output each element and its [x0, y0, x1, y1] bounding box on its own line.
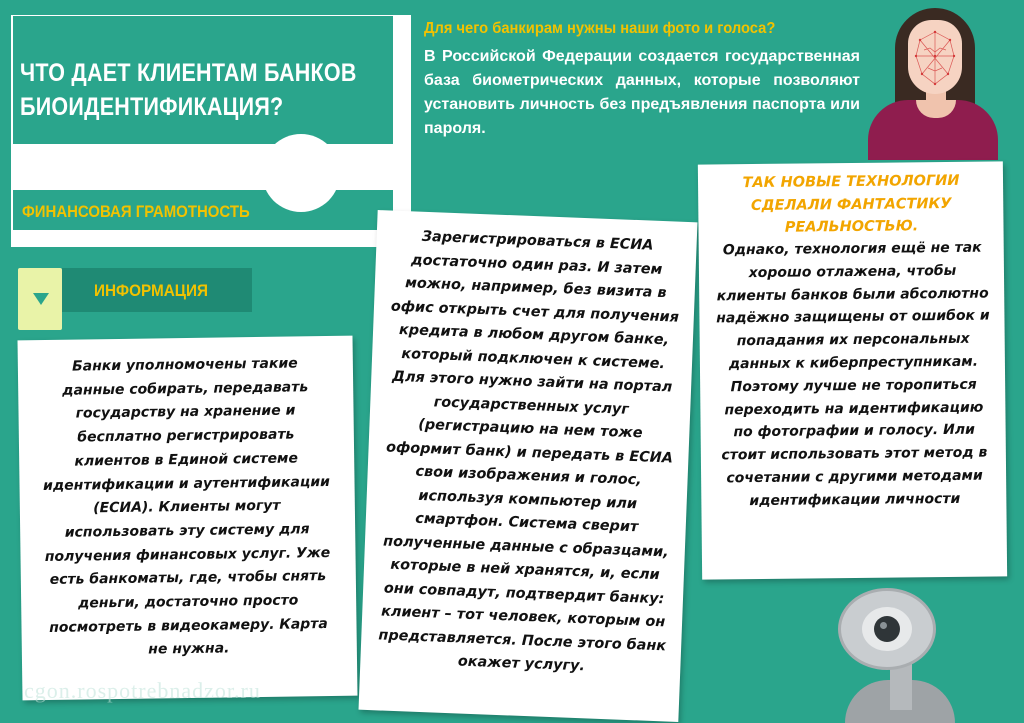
page-title-line1: ЧТО ДАЕТ КЛИЕНТАМ БАНКОВ [20, 59, 357, 87]
card-left [18, 336, 358, 701]
card-right-text: Однако, технология ещё не так хорошо отлажена, чтобы клиенты банков были абсолютно надёжно защищены от ошибок и попадания их персональных данных к киберпреступникам. Поэтому лучше не торопиться переходить на идентификацию по фотографии и голосу. Или стоит использовать этот метод в сочетании с другими методами идентификации личности [716, 239, 990, 509]
question-title: Для чего банкирам нужны наши фото и голоса? [424, 20, 776, 37]
card-left-text: Банки уполномочены такие данные собирать, передавать государству на хранение и бесплатно регистрировать клиентов в Единой системе идентификации и аутентификации (ЕСИА). Клиенты могут использовать эту систему для получения финансовых услуг. Уже есть банкоматы, где, чтобы снять деньги, достаточно просто посмотреть в видеокамеру. Карта не нужна. [42, 355, 331, 658]
webcam-lens [874, 616, 900, 642]
decor-circle [262, 134, 340, 212]
face-mesh-icon [910, 26, 960, 90]
info-label: ИНФОРМАЦИЯ [94, 281, 208, 300]
card-middle [359, 210, 698, 722]
webcam-lens-glint [880, 622, 887, 629]
page-title-line2: БИОИДЕНТИФИКАЦИЯ? [20, 93, 284, 121]
subtitle: ФИНАНСОВАЯ ГРАМОТНОСТЬ [22, 202, 250, 221]
card-right [698, 161, 1007, 579]
question-body: В Российской Федерации создается государственная база биометрических данных, которые позволяют установить личность без предъявления паспорта или пароля. [424, 48, 860, 137]
card-middle-text: Зарегистрироваться в ЕСИА достаточно один раз. И затем можно, например, без визита в офис открыть счет для получения кредита в любом другом банке, который подключен к системе. Для этого нужно зайти на портал государственных услуг (регистрацию на нем тоже оформит банк) и передать в ЕСИА свои изображения и голос, используя компьютер или смартфон. Система сверит полученные данные с образцами, которые в ней хранятся, и, если они совпадут, подтвердит банку: клиент – тот человек, которым он представляется. После этого банк окажет услугу. [378, 228, 680, 675]
card-right-heading: ТАК НОВЫЕ ТЕХНОЛОГИИ СДЕЛАЛИ ФАНТАСТИКУ РЕАЛЬНОСТЬЮ. [742, 172, 960, 236]
page-title [20, 56, 357, 124]
triangle-down-icon [33, 293, 49, 305]
watermark: cgon.rospotrebnadzor.ru [24, 678, 261, 703]
